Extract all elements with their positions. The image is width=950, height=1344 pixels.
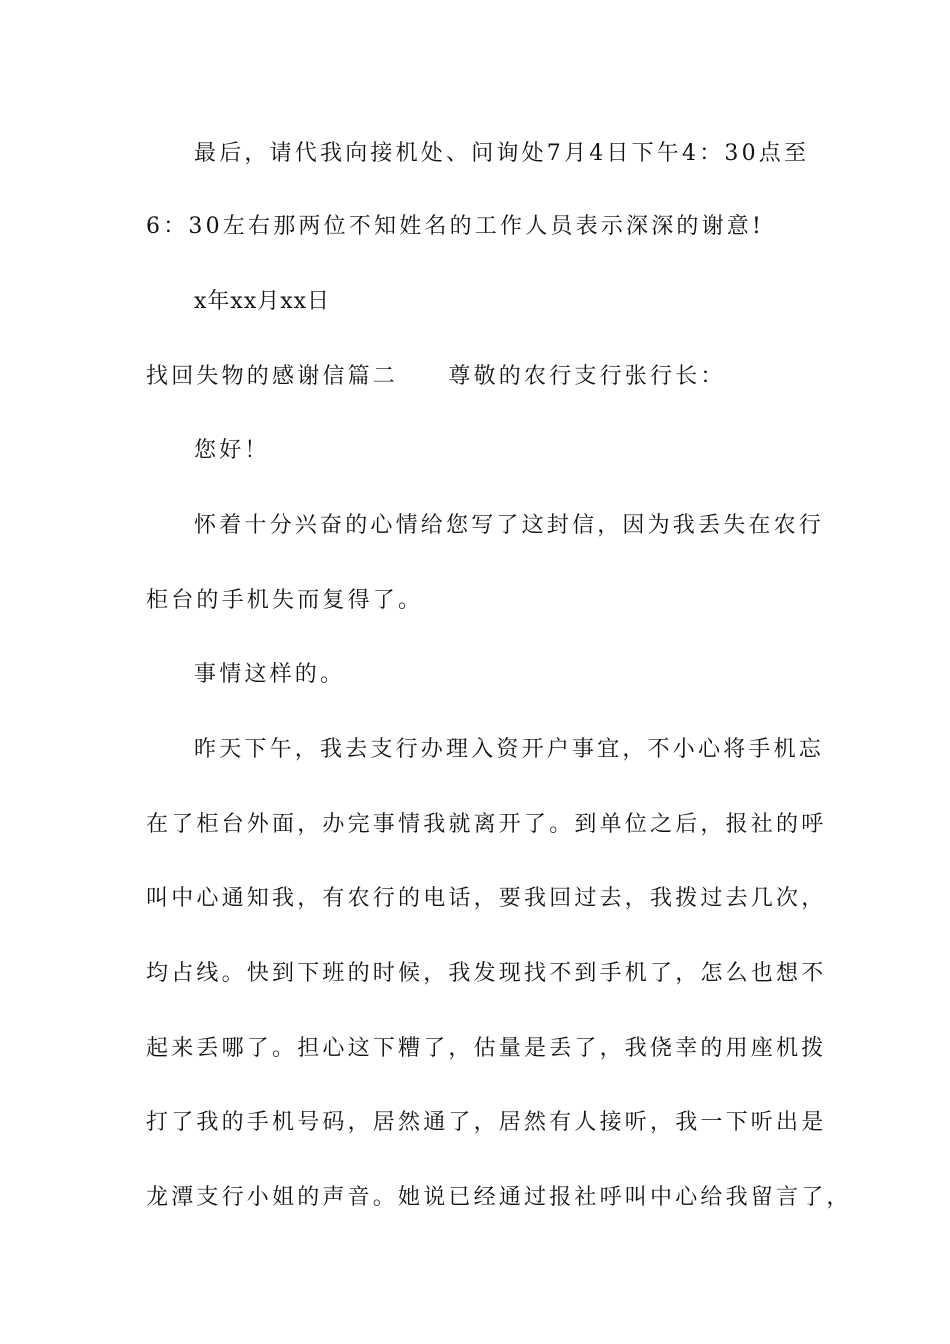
paragraph-line: 最后，请代我向接机处、问询处7月4日下午4：30点至 (194, 141, 810, 166)
paragraph-line: 昨天下午，我去支行办理入资开户事宜，不小心将手机忘 (194, 737, 825, 762)
paragraph-line: 打了我的手机号码，居然通了，居然有人接听，我一下听出是 (146, 1110, 827, 1135)
paragraph-line: 均占线。快到下班的时候，我发现找不到手机了，怎么也想不 (146, 961, 827, 986)
paragraph-line: 6：30左右那两位不知姓名的工作人员表示深深的谢意! (146, 214, 765, 239)
paragraph-line: 起来丢哪了。担心这下糟了，估量是丢了，我侥幸的用座机拨 (146, 1036, 827, 1061)
paragraph-line: 叫中心通知我，有农行的电话，要我回过去，我拨过去几次， (146, 886, 827, 911)
paragraph-line: 在了柜台外面，办完事情我就离开了。到单位之后，报社的呼 (146, 812, 827, 837)
paragraph-line: 龙潭支行小姐的声音。她说已经通过报社呼叫中心给我留言了， (146, 1185, 852, 1210)
greeting: 您好！ (194, 438, 270, 463)
paragraph-line: 柜台的手机失而复得了。 (146, 588, 424, 613)
section-heading: 找回失物的感谢信篇二 尊敬的农行支行张行长： (146, 364, 726, 389)
paragraph-line: 事情这样的。 (194, 662, 346, 687)
paragraph-line: 怀着十分兴奋的心情给您写了这封信，因为我丢失在农行 (194, 513, 825, 538)
letter-date: x年xx月xx日 (194, 289, 331, 314)
